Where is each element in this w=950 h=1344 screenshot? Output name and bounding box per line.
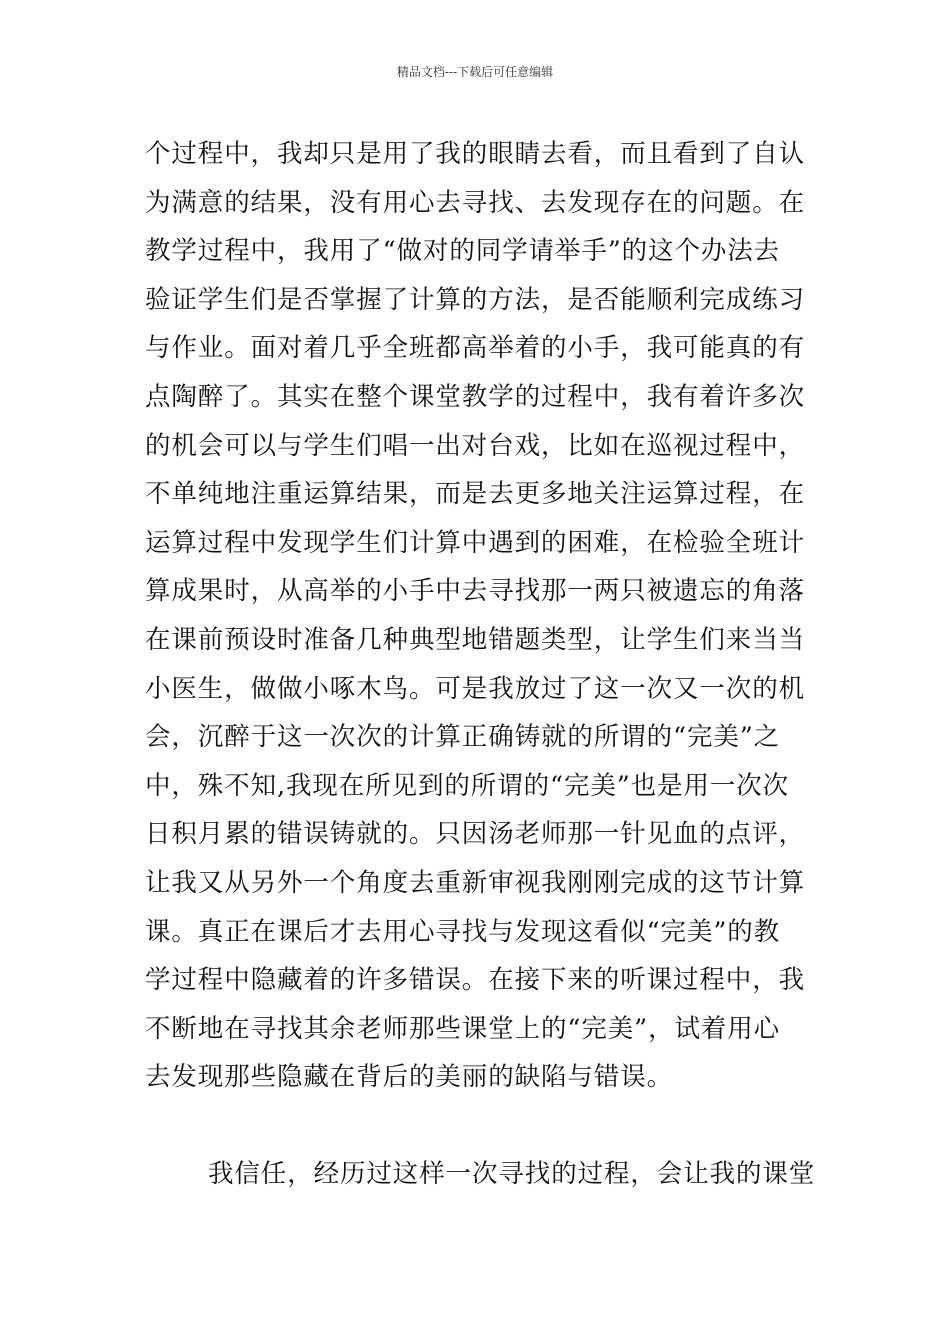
paragraph-line: 中，殊不知,我现在所见到的所谓的“完美”也是用一次次 [145, 770, 790, 801]
paragraph-line: 让我又从另外一个角度去重新审视我刚刚完成的这节计算 [145, 867, 806, 898]
paragraph-line: 运算过程中发现学生们计算中遇到的困难，在检验全班计 [145, 527, 806, 558]
paragraph-line: 为满意的结果，没有用心去寻找、去发现存在的问题。在 [145, 187, 806, 218]
paragraph-line: 验证学生们是否掌握了计算的方法，是否能顺利完成练习 [145, 284, 806, 315]
paragraph-line: 学过程中隐藏着的许多错误。在接下来的听课过程中，我 [145, 965, 806, 996]
paragraph-line: 点陶醉了。其实在整个课堂教学的过程中，我有着许多次 [145, 381, 806, 412]
paragraph-line: 个过程中，我却只是用了我的眼睛去看，而且看到了自认 [145, 139, 806, 169]
paragraph-line: 教学过程中，我用了“做对的同学请举手”的这个办法去 [145, 236, 781, 267]
paragraph-gap [145, 1102, 807, 1151]
paragraph-line: 去发现那些隐藏在背后的美丽的缺陷与错误。 [145, 1062, 674, 1093]
paragraph-line: 我信任，经历过这样一次寻找的过程，会让我的课堂 [208, 1159, 816, 1190]
paragraph-line: 在课前预设时准备几种典型地错题类型，让学生们来当当 [145, 624, 806, 655]
paragraph-line: 课。真正在课后才去用心寻找与发现这看似“完美”的教 [145, 916, 781, 947]
paragraph-line: 与作业。面对着几乎全班都高举着的小手，我可能真的有 [145, 333, 806, 364]
paragraph-line: 不断地在寻找其余老师那些课堂上的“完美”，试着用心 [145, 1013, 781, 1044]
paragraph-line: 日积月累的错误铸就的。只因汤老师那一针见血的点评， [145, 819, 806, 850]
paragraph-line: 会，沉醉于这一次次的计算正确铸就的所谓的“完美”之 [145, 722, 781, 753]
paragraph-line: 小医生，做做小啄木鸟。可是我放过了这一次又一次的机 [145, 673, 806, 704]
paragraph-line: 不单纯地注重运算结果，而是去更多地关注运算过程，在 [145, 479, 806, 510]
paragraph-line: 的机会可以与学生们唱一出对台戏，比如在巡视过程中， [145, 430, 806, 461]
paragraph-line: 算成果时，从高举的小手中去寻找那一两只被遗忘的角落 [145, 576, 806, 607]
document-body [145, 130, 816, 1199]
page-header: 精品文档---下载后可任意编辑 [396, 65, 554, 79]
